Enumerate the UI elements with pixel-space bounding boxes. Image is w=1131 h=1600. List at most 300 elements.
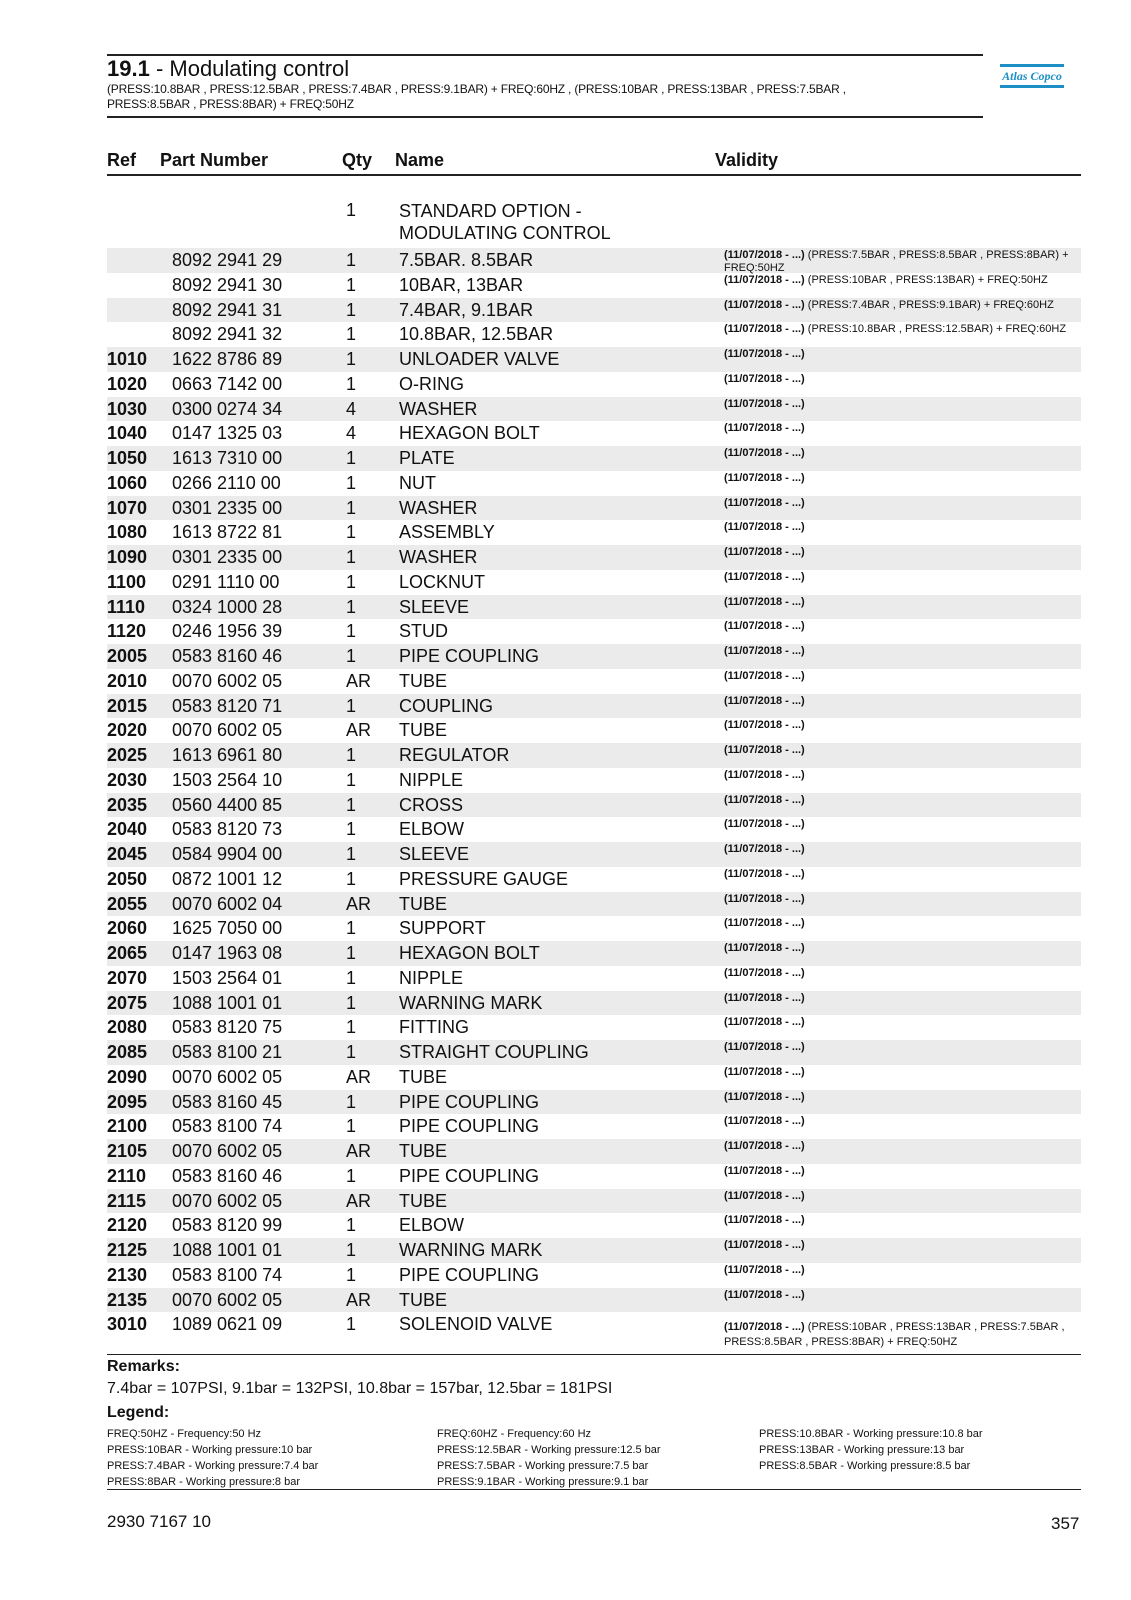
row-qty: 1: [346, 621, 357, 642]
row-part-number: 0300 0274 34: [172, 398, 283, 419]
row-ref: 2090: [107, 1066, 148, 1087]
row-validity: [724, 1165, 1079, 1178]
column-header-divider: [107, 174, 1081, 176]
table-row: [107, 694, 1081, 719]
row-validity-date: (11/07/2018 - ...): [724, 1321, 805, 1333]
row-qty: 1: [346, 1091, 357, 1112]
table-row: [107, 347, 1081, 372]
row-ref: 2120: [107, 1215, 148, 1236]
row-validity: [724, 546, 1079, 559]
row-validity: [724, 497, 1079, 510]
table-row: [107, 793, 1081, 818]
row-validity-date: (11/07/2018 - ...): [724, 719, 805, 732]
row-part-number: 0583 8120 99: [172, 1215, 283, 1236]
row-validity-date: (11/07/2018 - ...): [724, 298, 805, 311]
row-validity-date: (11/07/2018 - ...): [724, 595, 805, 608]
row-ref: 2015: [107, 695, 148, 716]
column-header-validity: Validity: [715, 150, 779, 170]
table-row: [107, 743, 1081, 768]
row-qty: AR: [346, 893, 372, 914]
row-name: PIPE COUPLING: [399, 646, 540, 666]
row-validity-date: (11/07/2018 - ...): [724, 1065, 805, 1078]
legend-item: PRESS:9.1BAR - Working pressure:9.1 bar: [437, 1476, 649, 1488]
row-validity: [724, 942, 1079, 955]
row-ref: 2085: [107, 1042, 148, 1062]
table-row: [107, 1288, 1081, 1313]
row-qty: 1: [346, 497, 357, 518]
row-qty: 1: [346, 918, 357, 939]
row-validity-date: (11/07/2018 - ...): [724, 447, 805, 459]
table-row: [107, 496, 1081, 521]
row-part-number: 8092 2941 30: [172, 274, 283, 295]
table-row: [107, 1139, 1081, 1164]
table-bottom-divider: [107, 1354, 1081, 1355]
row-validity: [724, 398, 1079, 411]
row-validity: [724, 1016, 1079, 1029]
row-ref: 2110: [107, 1165, 147, 1186]
row-validity-date: (11/07/2018 - ...): [724, 744, 805, 756]
row-validity-date: (11/07/2018 - ...): [724, 645, 805, 657]
row-validity-date: (11/07/2018 - ...): [724, 1263, 805, 1276]
row-ref: 2105: [107, 1141, 148, 1161]
column-header-qty: Qty: [342, 150, 373, 170]
row-validity: [724, 472, 1079, 485]
row-part-number: 0663 7142 00: [172, 373, 283, 394]
row-part-number: 1613 8722 81: [172, 522, 283, 543]
row-qty: 1: [346, 967, 357, 988]
row-validity-date: (11/07/2018 - ...): [724, 942, 805, 954]
document-number: 2930 7167 10: [107, 1512, 211, 1531]
row-validity: [724, 794, 1079, 807]
row-ref: 1070: [107, 497, 148, 518]
row-qty: 1: [346, 448, 357, 468]
row-part-number: 1613 6961 80: [172, 745, 283, 765]
row-qty: 1: [346, 571, 357, 592]
row-part-number: 0301 2335 00: [172, 497, 283, 518]
row-part-number: 0291 1110 00: [172, 571, 280, 592]
row-part-number: 0583 8100 74: [172, 1264, 283, 1285]
row-name: CROSS: [399, 794, 464, 815]
section-subtitle-line1: (PRESS:10.8BAR , PRESS:12.5BAR , PRESS:7.4BAR , PRESS:9.1BAR) + FREQ:60HZ , (PRESS:10BAR , PRESS:13BAR , PRESS:7.5BAR ,: [107, 82, 846, 96]
table-row: [107, 669, 1081, 694]
row-name: TUBE: [399, 1190, 448, 1211]
row-validity-date: (11/07/2018 - ...): [724, 348, 805, 360]
row-validity-date: (11/07/2018 - ...): [724, 1115, 805, 1128]
section-title-text: - Modulating control: [149, 56, 350, 81]
row-name: SOLENOID VALVE: [399, 1314, 553, 1334]
row-part-number: 0324 1000 28: [172, 596, 283, 617]
row-validity-condition-2: PRESS:8.5BAR , PRESS:8BAR) + FREQ:50HZ: [724, 1336, 958, 1348]
row-name: WASHER: [399, 547, 478, 567]
row-part-number: 0560 4400 85: [172, 794, 283, 815]
table-row: [107, 446, 1081, 471]
table-row: [107, 718, 1081, 743]
row-name: 7.5BAR. 8.5BAR: [399, 250, 534, 270]
row-qty: 1: [346, 250, 357, 270]
row-validity-date: (11/07/2018 - ...): [724, 323, 805, 336]
row-validity: [724, 1264, 1079, 1277]
row-validity: [724, 1041, 1079, 1054]
row-validity-date: (11/07/2018 - ...): [724, 1140, 805, 1152]
row-ref: 2080: [107, 1017, 148, 1038]
row-name: PRESSURE GAUGE: [399, 868, 569, 889]
row-ref: 2115: [107, 1190, 147, 1211]
row-ref: 1100: [107, 571, 147, 592]
row-ref: 2060: [107, 918, 148, 939]
row-validity-date: (11/07/2018 - ...): [724, 397, 805, 410]
row-part-number: 0147 1325 03: [172, 423, 283, 444]
row-name: SUPPORT: [399, 918, 486, 939]
row-part-number: 1503 2564 01: [172, 967, 283, 988]
row-validity-date: (11/07/2018 - ...): [724, 1214, 805, 1227]
row-part-number: 1622 8786 89: [172, 349, 283, 369]
row-part-number: 1613 7310 00: [172, 448, 283, 468]
row-validity: [724, 843, 1079, 856]
row-validity: [724, 348, 1079, 361]
row-validity: [724, 447, 1079, 460]
row-validity-date: (11/07/2018 - ...): [724, 546, 805, 558]
row-ref: 2135: [107, 1289, 148, 1310]
row-name: 7.4BAR, 9.1BAR: [399, 299, 534, 320]
row-name: PIPE COUPLING: [399, 1091, 540, 1112]
row-ref: 1030: [107, 398, 148, 419]
legend-item: PRESS:7.4BAR - Working pressure:7.4 bar: [107, 1460, 319, 1472]
row-name: PLATE: [399, 448, 455, 468]
row-validity: [724, 422, 1079, 435]
row-ref: 1050: [107, 448, 148, 468]
row-validity-date: (11/07/2018 - ...): [724, 249, 805, 261]
row-qty: AR: [346, 720, 372, 741]
standard-option-row: [107, 200, 1081, 244]
row-ref: 1110: [107, 596, 146, 617]
row-validity: [724, 620, 1079, 633]
row-validity-date: (11/07/2018 - ...): [724, 966, 805, 979]
table-row: [107, 397, 1081, 422]
row-part-number: 0583 8100 74: [172, 1116, 283, 1137]
row-validity-date: (11/07/2018 - ...): [724, 1041, 805, 1053]
table-row: [107, 1263, 1081, 1288]
row-qty: 1: [346, 794, 357, 815]
row-qty: 1: [346, 299, 357, 320]
table-row: [107, 1189, 1081, 1214]
row-part-number: 1089 0621 09: [172, 1314, 283, 1334]
row-validity-condition: (PRESS:10BAR , PRESS:13BAR) + FREQ:50HZ: [804, 273, 1048, 286]
row-part-number: 0583 8120 73: [172, 819, 283, 840]
legend-item: PRESS:8BAR - Working pressure:8 bar: [107, 1476, 300, 1488]
legend-item: PRESS:8.5BAR - Working pressure:8.5 bar: [759, 1460, 971, 1472]
row-validity-date: (11/07/2018 - ...): [724, 843, 805, 855]
row-validity-condition-1: (PRESS:10BAR , PRESS:13BAR , PRESS:7.5BAR ,: [804, 1321, 1065, 1333]
row-validity: [724, 818, 1079, 831]
row-validity: [724, 868, 1079, 881]
row-validity-date: (11/07/2018 - ...): [724, 793, 805, 806]
table-row: [107, 1065, 1081, 1090]
row-qty: 1: [346, 1017, 357, 1038]
row-name: LOCKNUT: [399, 571, 486, 592]
row-qty: 4: [346, 398, 357, 419]
row-qty: 1: [346, 769, 357, 790]
table-row: [107, 273, 1081, 298]
row-part-number: 1088 1001 01: [172, 992, 283, 1013]
table-row: [107, 322, 1081, 347]
row-part-number: 0583 8160 45: [172, 1091, 283, 1112]
table-row: [107, 298, 1081, 323]
row-ref: 2050: [107, 868, 148, 889]
page-header: [107, 54, 983, 112]
header-divider: [107, 116, 983, 118]
row-validity-date: (11/07/2018 - ...): [724, 422, 805, 435]
row-validity: [724, 967, 1079, 980]
row-validity-date: (11/07/2018 - ...): [724, 471, 805, 484]
row-name: TUBE: [399, 1141, 448, 1161]
row-part-number: 0872 1001 12: [172, 868, 283, 889]
row-name: NIPPLE: [399, 769, 464, 790]
row-part-number: 0246 1956 39: [172, 621, 283, 642]
row-name: WASHER: [399, 497, 478, 518]
row-qty: 1: [346, 1240, 357, 1260]
section-subtitle-line2: PRESS:8.5BAR , PRESS:8BAR) + FREQ:50HZ: [107, 97, 354, 111]
row-part-number: 0070 6002 05: [172, 720, 283, 741]
row-validity: [724, 744, 1079, 757]
row-name: STUD: [399, 621, 448, 642]
row-qty: 1: [346, 745, 357, 765]
row-name: TUBE: [399, 893, 448, 914]
row-qty: 4: [346, 423, 357, 444]
legend-item: PRESS:7.5BAR - Working pressure:7.5 bar: [437, 1460, 649, 1472]
column-header-ref: Ref: [107, 150, 137, 170]
row-qty: 1: [346, 324, 357, 345]
row-validity-condition: (PRESS:10.8BAR , PRESS:12.5BAR) + FREQ:60HZ: [804, 323, 1067, 336]
table-row: [107, 644, 1081, 669]
row-validity-date: (11/07/2018 - ...): [724, 991, 805, 1004]
row-validity: [724, 893, 1079, 906]
row-part-number: 8092 2941 29: [172, 250, 283, 270]
row-validity-date: (11/07/2018 - ...): [724, 273, 805, 286]
row-part-number: 0147 1963 08: [172, 943, 283, 963]
row-validity-date: (11/07/2018 - ...): [724, 1016, 805, 1029]
row-qty: AR: [346, 1066, 372, 1087]
row-ref: 2020: [107, 720, 148, 741]
row-qty: 1: [346, 1314, 357, 1334]
row-validity: [724, 719, 1079, 732]
row-validity: [724, 323, 1079, 336]
section-title: [107, 56, 983, 82]
standard-option-name: STANDARD OPTION - MODULATING CONTROL: [399, 201, 611, 243]
row-validity: [724, 596, 1079, 609]
table-row: [107, 545, 1081, 570]
row-validity: [724, 571, 1079, 584]
row-name: HEXAGON BOLT: [399, 943, 540, 963]
row-validity-date: (11/07/2018 - ...): [724, 496, 805, 509]
row-validity: [724, 645, 1079, 658]
row-qty: 1: [346, 646, 357, 666]
row-part-number: 0583 8120 75: [172, 1017, 283, 1038]
row-part-number: 1503 2564 10: [172, 769, 283, 790]
table-row: [107, 372, 1081, 397]
legend-heading: Legend:: [107, 1404, 170, 1421]
row-validity: [724, 274, 1079, 287]
table-row: [107, 817, 1081, 842]
row-name: WASHER: [399, 398, 478, 419]
row-part-number: 0070 6002 05: [172, 1190, 283, 1211]
row-ref: 3010: [107, 1314, 148, 1334]
row-qty: 1: [346, 1165, 357, 1186]
row-validity: [724, 1289, 1079, 1302]
row-qty: AR: [346, 670, 372, 691]
row-part-number: 0583 8120 71: [172, 695, 283, 716]
row-qty: 1: [346, 1215, 357, 1236]
row-validity: [724, 1115, 1079, 1128]
row-part-number: 0301 2335 00: [172, 547, 283, 567]
row-qty: 1: [346, 596, 357, 617]
row-validity-date: (11/07/2018 - ...): [724, 818, 805, 831]
table-row: [107, 867, 1081, 892]
row-name: SLEEVE: [399, 596, 470, 617]
row-ref: 1060: [107, 472, 148, 493]
row-qty: 1: [346, 547, 357, 567]
legend-divider: [107, 1489, 1081, 1490]
table-row: [107, 941, 1081, 966]
table-row: [107, 842, 1081, 867]
row-qty: 1: [346, 992, 357, 1013]
row-name: COUPLING: [399, 695, 494, 716]
row-validity-date: (11/07/2018 - ...): [724, 1090, 805, 1103]
row-name: HEXAGON BOLT: [399, 423, 540, 444]
row-ref: 2045: [107, 844, 148, 864]
row-validity: [724, 1091, 1079, 1104]
row-validity-date: (11/07/2018 - ...): [724, 1239, 805, 1251]
row-qty: 1: [346, 695, 357, 716]
legend-item: FREQ:50HZ - Frequency:50 Hz: [107, 1428, 262, 1440]
row-validity: [724, 299, 1079, 312]
table-row: [107, 1015, 1081, 1040]
row-name: ASSEMBLY: [399, 522, 495, 543]
row-part-number: 0070 6002 05: [172, 1141, 283, 1161]
row-qty: AR: [346, 1141, 372, 1161]
row-part-number: 1088 1001 01: [172, 1240, 283, 1260]
legend-item: PRESS:10BAR - Working pressure:10 bar: [107, 1444, 313, 1456]
row-name: ELBOW: [399, 819, 465, 840]
page-number: 357: [1051, 1514, 1080, 1533]
table-row: [107, 421, 1081, 446]
row-validity-date: (11/07/2018 - ...): [724, 669, 805, 682]
table-row: [107, 892, 1081, 917]
table-row: [107, 991, 1081, 1016]
row-validity: [724, 373, 1079, 386]
row-ref: 2130: [107, 1264, 148, 1285]
parts-table: [107, 248, 1081, 1312]
column-header-name: Name: [395, 150, 445, 170]
row-ref: 1010: [107, 349, 148, 369]
row-name: UNLOADER VALVE: [399, 349, 560, 369]
row-qty: 1: [346, 943, 357, 963]
row-name: WARNING MARK: [399, 1240, 543, 1260]
table-row: [107, 768, 1081, 793]
table-row: [107, 1238, 1081, 1263]
legend-item: PRESS:10.8BAR - Working pressure:10.8 bar: [759, 1428, 983, 1440]
row-name: TUBE: [399, 720, 448, 741]
row-validity: [724, 249, 1079, 275]
row-ref: 2035: [107, 794, 148, 815]
row-name: 10BAR, 13BAR: [399, 274, 524, 295]
row-qty: 1: [346, 472, 357, 493]
row-ref: 2040: [107, 819, 148, 840]
row-validity-date: (11/07/2018 - ...): [724, 892, 805, 905]
row-qty: AR: [346, 1190, 372, 1211]
row-qty: AR: [346, 1289, 372, 1310]
section-number: 19.1: [107, 56, 150, 81]
row-validity-date: (11/07/2018 - ...): [724, 521, 805, 534]
row-name: PIPE COUPLING: [399, 1116, 540, 1137]
row-validity-date: (11/07/2018 - ...): [724, 768, 805, 781]
row-qty: 1: [346, 1042, 357, 1062]
row-name: SLEEVE: [399, 844, 470, 864]
row-ref: 2025: [107, 745, 148, 765]
row-ref: 2075: [107, 992, 148, 1013]
table-row: [107, 570, 1081, 595]
column-header-part-number: Part Number: [160, 150, 269, 170]
row-part-number: 0266 2110 00: [172, 472, 281, 493]
row-name: ELBOW: [399, 1215, 465, 1236]
legend-column-1: [107, 1426, 318, 1490]
row-part-number: 8092 2941 31: [172, 299, 283, 320]
row-name: FITTING: [399, 1017, 469, 1038]
row-ref: 1090: [107, 547, 148, 567]
row-validity: [724, 1320, 1079, 1350]
row-validity: [724, 1066, 1079, 1079]
row-part-number: 0583 8160 46: [172, 646, 283, 666]
table-row: [107, 1090, 1081, 1115]
legend-column-3: [759, 1426, 983, 1474]
logo-text: Atlas Copco: [1002, 69, 1062, 83]
row-validity: [724, 521, 1079, 534]
row-part-number: 0070 6002 04: [172, 893, 283, 914]
row-ref: 2030: [107, 769, 148, 790]
table-row: [107, 595, 1081, 620]
table-row: [107, 966, 1081, 991]
table-row-last: [107, 1314, 1081, 1352]
row-ref: 2070: [107, 967, 148, 988]
table-row: [107, 520, 1081, 545]
row-name: TUBE: [399, 1289, 448, 1310]
row-validity: [724, 992, 1079, 1005]
legend-column-2: [437, 1426, 661, 1490]
row-name: REGULATOR: [399, 745, 510, 765]
row-qty: 1: [346, 1264, 357, 1285]
legend-item: FREQ:60HZ - Frequency:60 Hz: [437, 1428, 592, 1440]
row-qty: 1: [346, 819, 357, 840]
row-ref: 2100: [107, 1116, 148, 1137]
row-validity-date: (11/07/2018 - ...): [724, 917, 805, 930]
row-validity: [724, 1190, 1079, 1203]
row-qty: 1: [346, 1116, 357, 1137]
row-part-number: 0070 6002 05: [172, 1289, 283, 1310]
row-ref: 1040: [107, 423, 148, 444]
row-part-number: 0584 9904 00: [172, 844, 283, 864]
row-validity-date: (11/07/2018 - ...): [724, 1164, 805, 1177]
row-validity-date: (11/07/2018 - ...): [724, 570, 805, 583]
row-qty: 1: [346, 844, 357, 864]
atlas-copco-logo: [1000, 64, 1064, 94]
row-name: WARNING MARK: [399, 992, 543, 1013]
row-qty: 1: [346, 349, 357, 369]
legend-item: PRESS:12.5BAR - Working pressure:12.5 bar: [437, 1444, 661, 1456]
row-name: NUT: [399, 472, 436, 493]
row-qty: 1: [346, 373, 357, 394]
row-validity-date: (11/07/2018 - ...): [724, 867, 805, 880]
table-row: [107, 471, 1081, 496]
row-validity: [724, 769, 1079, 782]
